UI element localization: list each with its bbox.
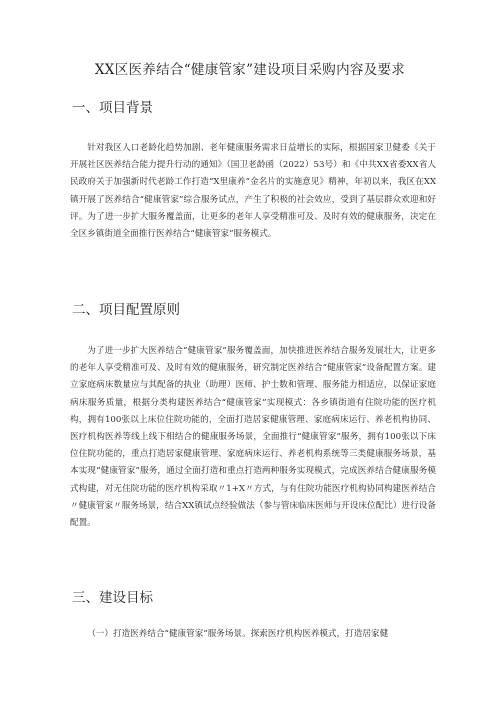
paragraph-goals: （一）打造医养结合“健康管家”服务场景。探索医疗机构医养模式，打造居家健 — [87, 629, 389, 639]
section-heading-principles: 二、项目配置原则 — [72, 302, 180, 318]
document-title: XX区医养结合“健康管家”建设项目采购内容及要求 — [94, 62, 406, 78]
section-heading-background: 一、项目背景 — [72, 100, 153, 116]
paragraph-background: 针对我区人口老龄化趋势加剧、老年健康服务需求日益增长的实际，根据国家卫健委《关于开展社区医养结合能力提升行动的通知》（国卫老龄函（2022）53号）和《中共XX省委XX省人民政府关于加强新时代老龄工作打造“X里康养”金名片的实施意见》精神，年初以来，我区在XX镇开展了医养结合“健康管家”综合服务试点，产生了积极的社会效应，受到了基层群众欢迎和好评。为了进一步扩大服务覆盖面，让更多的老年人享受精准可及、及时有效的健康服务，决定在全区乡镇街道全面推行医养结合“健康管家”服务模式。 — [70, 143, 436, 240]
section-heading-goals: 三、建设目标 — [72, 590, 153, 606]
paragraph-principles: 为了进一步扩大医养结合“健康管家”服务覆盖面，加快推进医养结合服务发展壮大，让更多的老年人享受精准可及、及时有效的健康服务，研究制定医养结合“健康管家”设备配置方案。建立家庭病床数量应与其配备的执业（助理）医师、护士数和管理、服务能力相适应，以保证家庭病床服务质量，根据分类构建医养结合“健康管家”实现模式：各乡镇街道有住院功能的医疗机构，拥有100张以上床位住院功能的，全面打造居家健康管理、家庭病床运行、养老机构协同、医疗机构医养等线上线下相结合的健康服务场景，全面推行“健康管家”服务，拥有100张以下床位住院功能的，重点打造居家健康管理、家庭病床运行、养老机构系统等三类健康服务场景，基本实现“健康管家”服务，通过全面打造和重点打造两种服务实现模式，完成医养结合健康服务模式构建，对无住院功能的医疗机构采取〃1+X〃方式，与有住院功能医疗机构协同构建医养结合〃健康管家〃服务场景，结合XX镇试点经验做法（参与管床临床医师与开设床位配比）进行设备配置。 — [70, 346, 436, 529]
